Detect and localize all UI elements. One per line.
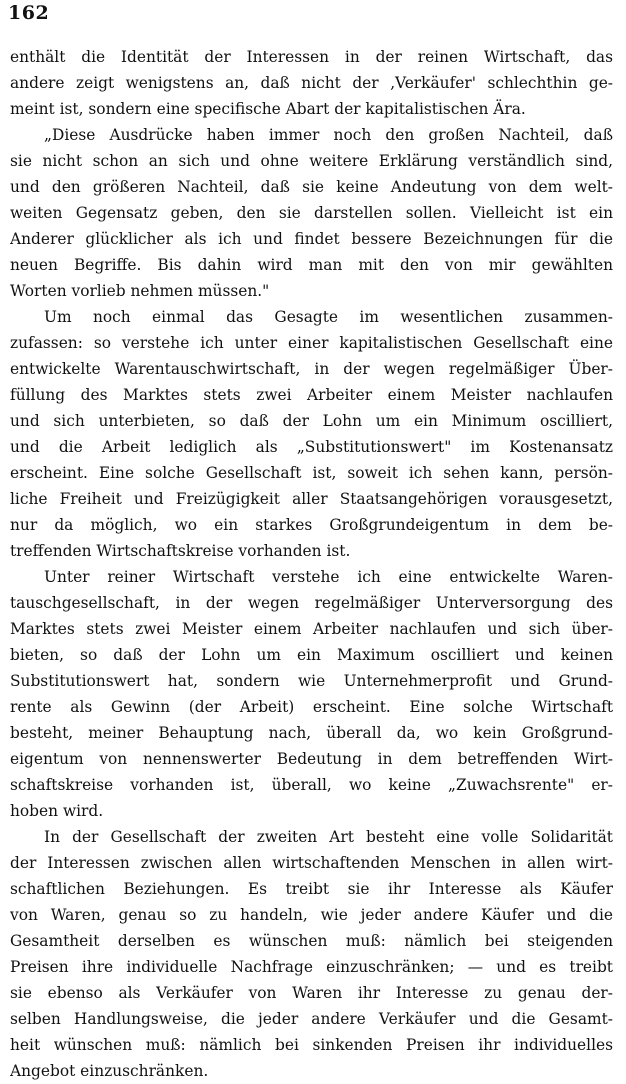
text-line: liche Freiheit und Freizügigkeit aller Staatsangehörigen vorausgesetzt, — [10, 490, 613, 508]
text-line: eigentum von nennenswerter Bedeutung in dem betreffenden Wirt- — [10, 750, 613, 768]
text-line: enthält die Identität der Interessen in der reinen Wirtschaft, das — [10, 48, 613, 66]
text-line: füllung des Marktes stets zwei Arbeiter einem Meister nachlaufen — [10, 386, 613, 404]
text-line: der Interessen zwischen allen wirtschaftenden Menschen in allen wirt- — [10, 854, 613, 872]
text-line: Preisen ihre individuelle Nachfrage einzuschränken; — und es treibt — [10, 958, 613, 976]
text-line: Worten vorlieb nehmen müssen." — [10, 282, 270, 300]
text-line: rente als Gewinn (der Arbeit) erscheint. Eine solche Wirtschaft — [10, 698, 613, 716]
text-line: schaftskreise vorhanden ist, überall, wo keine „Zuwachsrente" er- — [10, 776, 613, 794]
text-line: neuen Begriffe. Bis dahin wird man mit den von mir gewählten — [10, 256, 613, 274]
text-line: entwickelte Warentauschwirtschaft, in der wegen regelmäßiger Über- — [10, 360, 613, 378]
text-line: nur da möglich, wo ein starkes Großgrundeigentum in dem be- — [10, 516, 613, 534]
text-line: „Diese Ausdrücke haben immer noch den großen Nachteil, daß — [44, 126, 613, 144]
text-line: und den größeren Nachteil, daß sie keine Andeutung von dem welt- — [10, 178, 613, 196]
text-line: Substitutionswert hat, sondern wie Unternehmerprofit und Grund- — [10, 672, 613, 690]
text-line: treffenden Wirtschaftskreise vorhanden ist. — [10, 542, 351, 560]
text-line: bieten, so daß der Lohn um ein Maximum oscilliert und keinen — [10, 646, 613, 664]
text-line: Unter reiner Wirtschaft verstehe ich eine entwickelte Waren- — [44, 568, 613, 586]
text-line: tauschgesellschaft, in der wegen regelmäßiger Unterversorgung des — [10, 594, 613, 612]
text-line: Anderer glücklicher als ich und findet bessere Bezeichnungen für die — [10, 230, 613, 248]
text-line: und sich unterbieten, so daß der Lohn um ein Minimum oscilliert, — [10, 412, 613, 430]
text-line: schaftlichen Beziehungen. Es treibt sie ihr Interesse als Käufer — [10, 880, 613, 898]
text-line: hoben wird. — [10, 802, 104, 820]
text-line: von Waren, genau so zu handeln, wie jeder andere Käufer und die — [10, 906, 613, 924]
text-line: Um noch einmal das Gesagte im wesentlichen zusammen- — [44, 308, 613, 326]
text-line: erscheint. Eine solche Gesellschaft ist, soweit ich sehen kann, persön- — [10, 464, 613, 482]
text-line: sie nicht schon an sich und ohne weitere Erklärung verständlich sind, — [10, 152, 613, 170]
text-line: Angebot einzuschränken. — [10, 1062, 209, 1080]
text-line: zufassen: so verstehe ich unter einer kapitalistischen Gesellschaft eine — [10, 334, 613, 352]
text-line: sie ebenso als Verkäufer von Waren ihr Interesse zu genau der- — [10, 984, 613, 1002]
text-line: andere zeigt wenigstens an, daß nicht der ‚Verkäufer' schlechthin ge- — [10, 74, 613, 92]
text-line: Marktes stets zwei Meister einem Arbeiter nachlaufen und sich über- — [10, 620, 613, 638]
text-line: besteht, meiner Behauptung nach, überall da, wo kein Großgrund- — [10, 724, 613, 742]
text-line: selben Handlungsweise, die jeder andere Verkäufer und die Gesamt- — [10, 1010, 613, 1028]
text-line: und die Arbeit lediglich als „Substitutionswert" im Kostenansatz — [10, 438, 613, 456]
text-line: meint ist, sondern eine specifische Abart der kapitalistischen Ära. — [10, 100, 526, 118]
body-text — [10, 44, 613, 1084]
page-number: 162 — [8, 2, 50, 24]
text-line: weiten Gegensatz geben, den sie darstellen sollen. Vielleicht ist ein — [10, 204, 613, 222]
text-line: In der Gesellschaft der zweiten Art besteht eine volle Solidarität — [44, 828, 613, 846]
text-line: Gesamtheit derselben es wünschen muß: nämlich bei steigenden — [10, 932, 613, 950]
text-line: heit wünschen muß: nämlich bei sinkenden Preisen ihr individuelles — [10, 1036, 613, 1054]
